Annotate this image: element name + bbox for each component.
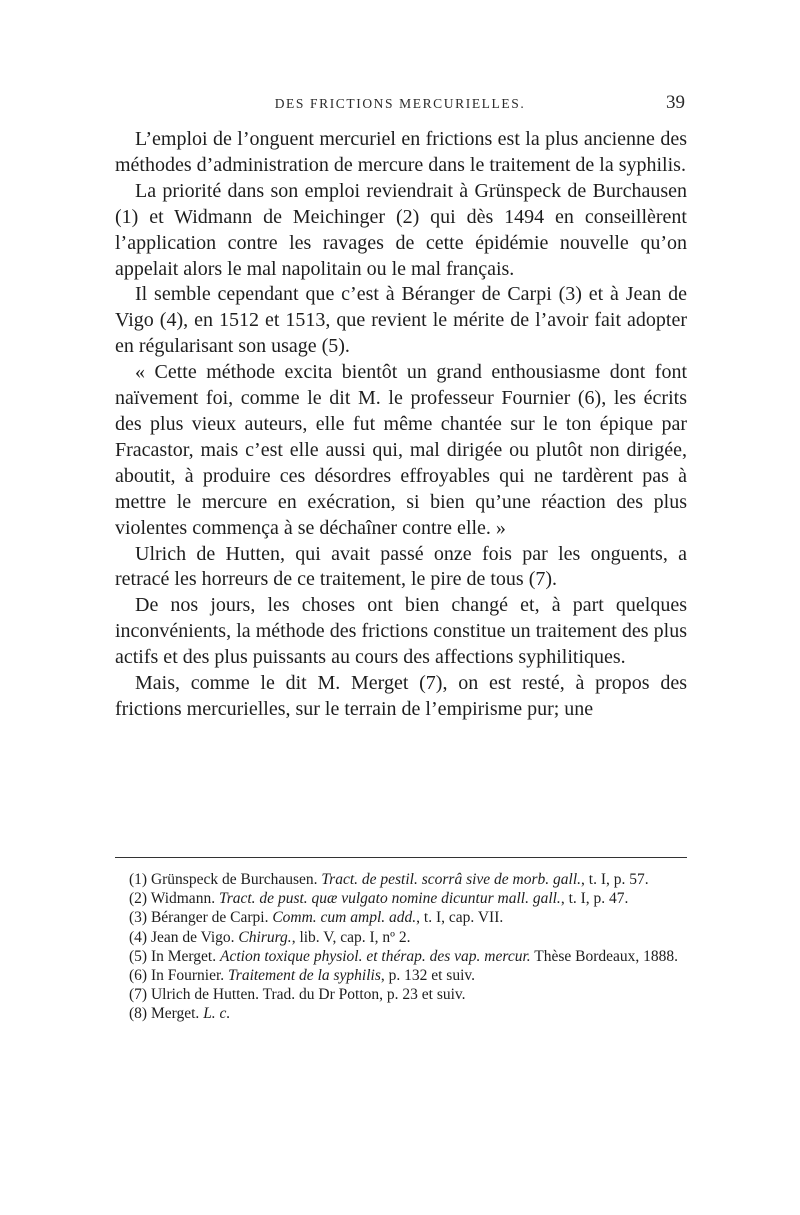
paragraph-2: La priorité dans son emploi reviendrait à Grünspeck de Burchausen (1) et Widmann de Meichinger (2) qui dès 1494 en conseillèrent l’application contre les ravages de cette épidémie nouvelle qu’on appelait alors le mal napolitain ou le mal français.	[115, 179, 687, 280]
footnote-7	[115, 985, 685, 1004]
paragraph-5: Ulrich de Hutten, qui avait passé onze fois par les onguents, a retracé les horreurs de ce traitement, le pire de tous (7).	[115, 542, 687, 591]
footnote-text: Ulrich de Hutten. Trad. du Dr Potton, p. 23 et suiv.	[150, 986, 466, 1004]
footnote-number: (4)	[129, 928, 148, 946]
footnote-text: Widmann.	[150, 890, 219, 908]
footnote-title: Tract. de pestil. scorrâ sive de morb. gall.	[321, 871, 582, 888]
paragraph-4: « Cette méthode excita bientôt un grand enthousiasme dont font naïvement foi, comme le dit M. le professeur Fournier (6), les écrits des plus vieux auteurs, elle fut même chantée sur le ton épique par Fracastor, mais c’est elle aussi qui, mal dirigée ou plutôt non dirigée, aboutit, à produire ces désordres effroyables qui ne tardèrent pas à mettre le mercure en exécration, si bien qu’une réaction des plus violentes commença à se déchaîner contre elle. »	[115, 361, 687, 539]
footnote-number: (7)	[129, 986, 148, 1004]
footnote-ref: , t. I, p. 57.	[581, 871, 649, 888]
footnote-title: Chirurg.	[238, 928, 292, 946]
footnotes	[115, 870, 685, 1024]
footnote-title: L. c.	[203, 1005, 231, 1023]
footnote-number: (5)	[129, 947, 148, 965]
footnote-number: (6)	[129, 967, 148, 985]
paragraph-6: De nos jours, les choses ont bien changé et, à part quelques inconvénients, la méthode des frictions constitue un traitement des plus actifs et des plus puissants au cours des affections syphilitiques.	[115, 594, 687, 669]
footnote-number: (3)	[129, 909, 148, 927]
footnote-1	[115, 870, 685, 889]
footnote-separator	[115, 857, 687, 858]
footnote-text: Béranger de Carpi.	[150, 909, 273, 927]
footnote-2	[115, 889, 685, 908]
page-number: 39	[666, 92, 685, 113]
footnote-text: Jean de Vigo.	[150, 928, 239, 946]
footnote-ref: , t. I, p. 47.	[560, 890, 629, 908]
footnote-text: Grünspeck de Burchausen.	[150, 871, 322, 888]
footnote-text: Merget.	[150, 1005, 204, 1023]
footnote-title: Traitement de la syphilis	[228, 967, 381, 985]
footnote-6	[115, 966, 685, 985]
running-header	[115, 92, 685, 120]
paragraph-1: L’emploi de l’onguent mercuriel en frictions est la plus ancienne des méthodes d’administration de mercure dans le traitement de la syphilis.	[115, 128, 687, 176]
footnote-title: Action toxique physiol. et thérap. des vap. mercur.	[219, 947, 531, 965]
footnote-number: (1)	[129, 871, 148, 888]
footnote-title: Tract. de pust. quæ vulgato nomine dicuntur mall. gall.	[218, 890, 561, 908]
footnote-title: Comm. cum ampl. add.	[272, 909, 417, 927]
footnote-text: In Fournier.	[150, 967, 229, 985]
paragraph-3: Il semble cependant que c’est à Béranger de Carpi (3) et à Jean de Vigo (4), en 1512 et 1513, que revient le mérite de l’avoir fait adopter en régularisant son usage (5).	[115, 283, 687, 358]
footnote-number: (8)	[129, 1005, 148, 1023]
footnote-4	[115, 928, 685, 947]
footnote-ref: , lib. V, cap. I, nº 2.	[291, 928, 411, 946]
running-title: DES FRICTIONS MERCURIELLES.	[274, 96, 526, 111]
footnote-number: (2)	[129, 890, 148, 908]
paragraph-7: Mais, comme le dit M. Merget (7), on est resté, à propos des frictions mercurielles, sur le terrain de l’empirisme pur; une	[115, 672, 687, 720]
footnote-ref: , p. 132 et suiv.	[380, 967, 476, 985]
footnote-ref: Thèse Bordeaux, 1888.	[530, 947, 679, 965]
footnote-5	[115, 947, 685, 966]
footnote-8	[115, 1004, 685, 1023]
footnote-text: In Merget.	[150, 947, 220, 965]
footnote-3	[115, 908, 685, 927]
body-text	[115, 127, 687, 723]
footnote-ref: , t. I, cap. VII.	[416, 909, 504, 927]
